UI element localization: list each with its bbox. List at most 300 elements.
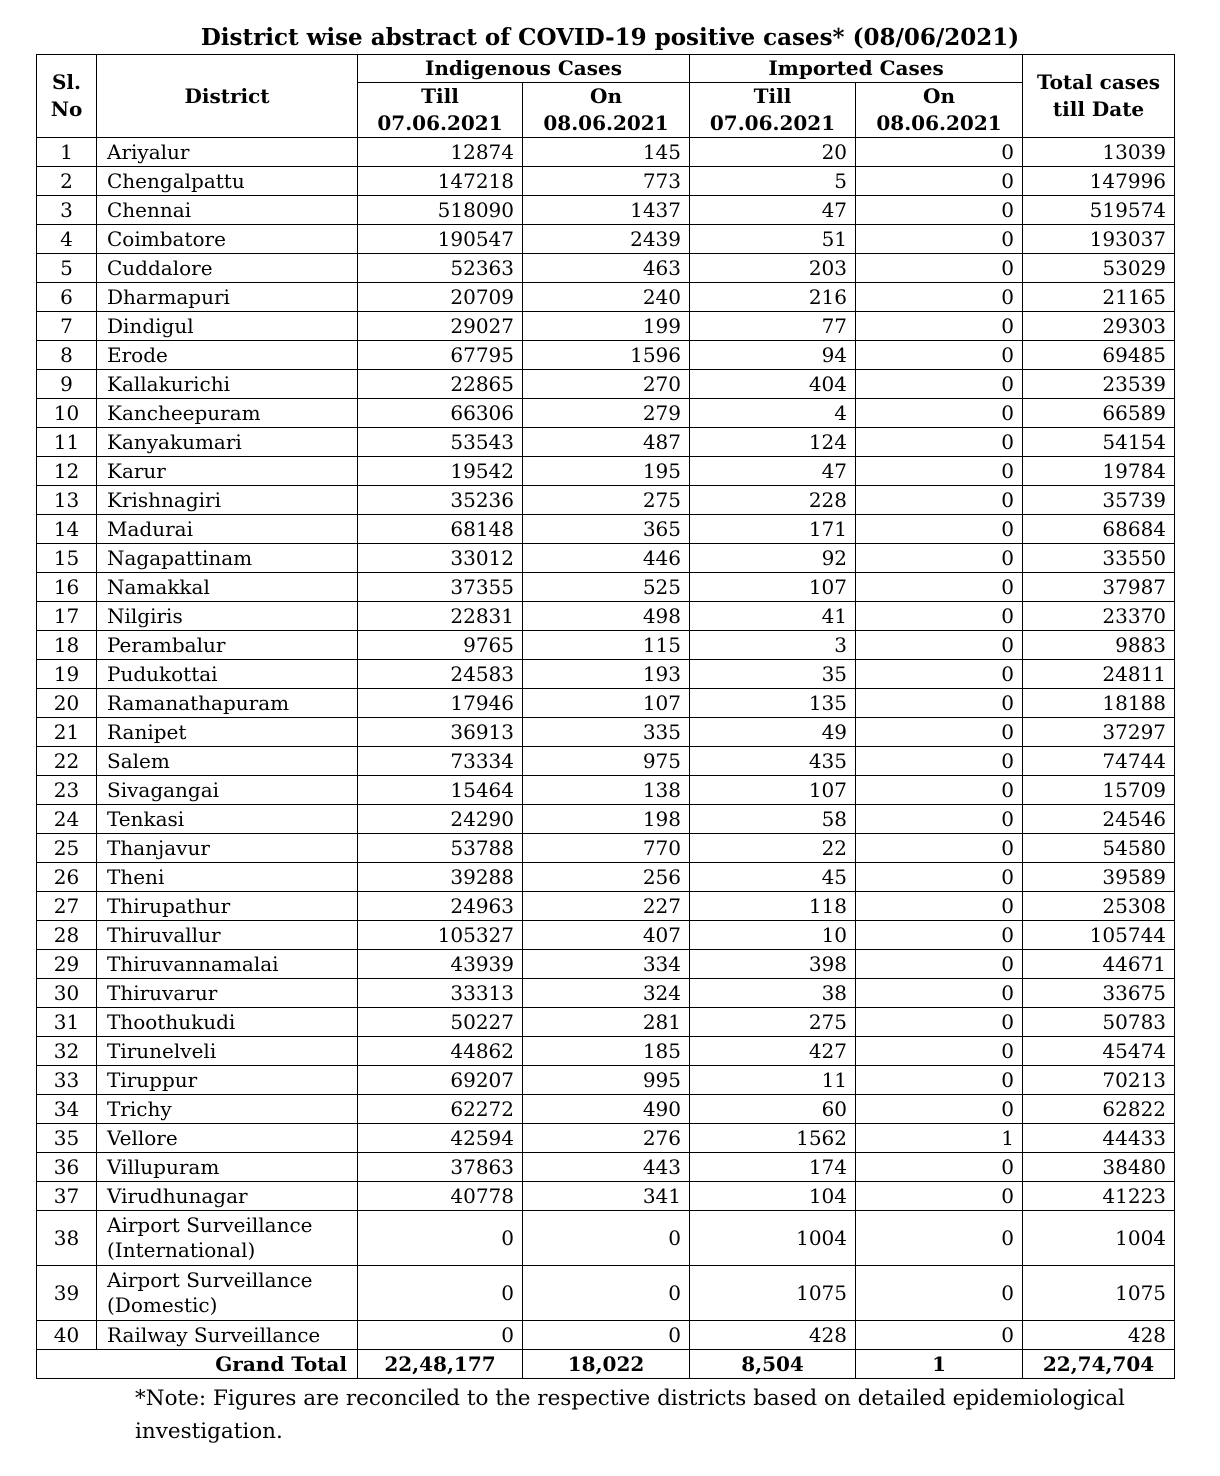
cell-total: 33550 — [1023, 544, 1175, 573]
cell-imported-on: 0 — [856, 196, 1023, 225]
table-row — [37, 1321, 1175, 1350]
cell-total: 519574 — [1023, 196, 1175, 225]
cell-district: Nagapattinam — [97, 544, 358, 573]
table-row — [37, 979, 1175, 1008]
table-row — [37, 834, 1175, 863]
cell-indigenous-till: 22865 — [358, 370, 523, 399]
cell-imported-till: 118 — [690, 892, 856, 921]
cell-indigenous-on: 0 — [523, 1266, 690, 1321]
cell-imported-till: 22 — [690, 834, 856, 863]
cell-district: Thiruvannamalai — [97, 950, 358, 979]
cell-imported-till: 404 — [690, 370, 856, 399]
cell-indigenous-till: 39288 — [358, 863, 523, 892]
cell-imported-on: 0 — [856, 399, 1023, 428]
cell-total: 69485 — [1023, 341, 1175, 370]
cell-indigenous-till: 53788 — [358, 834, 523, 863]
cell-sl-no: 19 — [37, 660, 97, 689]
cell-sl-no: 24 — [37, 805, 97, 834]
table-row — [37, 1182, 1175, 1211]
cell-indigenous-on: 240 — [523, 283, 690, 312]
cell-imported-on: 0 — [856, 863, 1023, 892]
cell-total: 41223 — [1023, 1182, 1175, 1211]
table-row — [37, 167, 1175, 196]
cell-imported-on: 0 — [856, 341, 1023, 370]
cell-indigenous-till: 20709 — [358, 283, 523, 312]
cell-indigenous-till: 37355 — [358, 573, 523, 602]
table-row — [37, 950, 1175, 979]
cell-sl-no: 28 — [37, 921, 97, 950]
cell-imported-till: 1004 — [690, 1211, 856, 1266]
table-row — [37, 573, 1175, 602]
cell-total: 24811 — [1023, 660, 1175, 689]
cell-imported-on: 0 — [856, 428, 1023, 457]
cell-imported-till: 435 — [690, 747, 856, 776]
cell-indigenous-till: 518090 — [358, 196, 523, 225]
cell-total: 66589 — [1023, 399, 1175, 428]
cell-total: 37297 — [1023, 718, 1175, 747]
table-row — [37, 399, 1175, 428]
cell-sl-no: 1 — [37, 138, 97, 167]
grand-total-imported-till: 8,504 — [690, 1350, 856, 1379]
cell-indigenous-on: 487 — [523, 428, 690, 457]
cell-district: Namakkal — [97, 573, 358, 602]
cell-imported-till: 1075 — [690, 1266, 856, 1321]
cell-total: 33675 — [1023, 979, 1175, 1008]
cell-indigenous-till: 15464 — [358, 776, 523, 805]
table-row — [37, 254, 1175, 283]
table-row — [37, 1211, 1175, 1266]
cell-indigenous-on: 0 — [523, 1321, 690, 1350]
cell-imported-on: 1 — [856, 1124, 1023, 1153]
table-row — [37, 776, 1175, 805]
cell-imported-on: 0 — [856, 1095, 1023, 1124]
cell-imported-on: 0 — [856, 718, 1023, 747]
cell-sl-no: 16 — [37, 573, 97, 602]
cell-total: 38480 — [1023, 1153, 1175, 1182]
cell-imported-till: 398 — [690, 950, 856, 979]
grand-total-indigenous-on: 18,022 — [523, 1350, 690, 1379]
cell-total: 1004 — [1023, 1211, 1175, 1266]
document-title: District wise abstract of COVID-19 positive cases* (08/06/2021) — [200, 24, 1020, 51]
cell-district: Coimbatore — [97, 225, 358, 254]
cell-sl-no: 23 — [37, 776, 97, 805]
cell-indigenous-till: 22831 — [358, 602, 523, 631]
cell-sl-no: 40 — [37, 1321, 97, 1350]
cell-district: Nilgiris — [97, 602, 358, 631]
cell-district: Kanyakumari — [97, 428, 358, 457]
cell-imported-on: 0 — [856, 486, 1023, 515]
cell-district: Dindigul — [97, 312, 358, 341]
cell-sl-no: 34 — [37, 1095, 97, 1124]
table-row — [37, 631, 1175, 660]
table-row — [37, 544, 1175, 573]
cell-indigenous-till: 33012 — [358, 544, 523, 573]
cell-district: Sivagangai — [97, 776, 358, 805]
cell-indigenous-till: 12874 — [358, 138, 523, 167]
cell-indigenous-on: 334 — [523, 950, 690, 979]
cell-total: 13039 — [1023, 138, 1175, 167]
table-row — [37, 196, 1175, 225]
cell-sl-no: 21 — [37, 718, 97, 747]
cell-imported-on: 0 — [856, 1066, 1023, 1095]
header-imported-on: On 08.06.2021 — [856, 83, 1023, 138]
cell-imported-on: 0 — [856, 805, 1023, 834]
cell-sl-no: 3 — [37, 196, 97, 225]
cell-total: 23539 — [1023, 370, 1175, 399]
cell-imported-till: 228 — [690, 486, 856, 515]
cell-district: Vellore — [97, 1124, 358, 1153]
cell-imported-on: 0 — [856, 892, 1023, 921]
footnote: *Note: Figures are reconciled to the respective districts based on detailed epidemiological investigation. — [135, 1386, 1125, 1444]
cell-total: 54580 — [1023, 834, 1175, 863]
cell-imported-on: 0 — [856, 515, 1023, 544]
cell-district: Thiruvarur — [97, 979, 358, 1008]
cell-imported-on: 0 — [856, 138, 1023, 167]
table-row — [37, 1124, 1175, 1153]
cell-indigenous-on: 138 — [523, 776, 690, 805]
cell-imported-on: 0 — [856, 167, 1023, 196]
header-imported-till: Till 07.06.2021 — [690, 83, 856, 138]
cell-imported-till: 49 — [690, 718, 856, 747]
cell-imported-till: 58 — [690, 805, 856, 834]
cell-imported-till: 203 — [690, 254, 856, 283]
cell-district: Pudukottai — [97, 660, 358, 689]
grand-total-row — [37, 1350, 1175, 1379]
cell-imported-till: 107 — [690, 573, 856, 602]
table-row — [37, 341, 1175, 370]
cell-district: Perambalur — [97, 631, 358, 660]
cell-sl-no: 15 — [37, 544, 97, 573]
cell-indigenous-on: 1437 — [523, 196, 690, 225]
cell-indigenous-till: 37863 — [358, 1153, 523, 1182]
cell-district: Erode — [97, 341, 358, 370]
cell-imported-on: 0 — [856, 370, 1023, 399]
cell-indigenous-on: 281 — [523, 1008, 690, 1037]
cell-district: Airport Surveillance (Domestic) — [97, 1266, 358, 1321]
cell-indigenous-till: 73334 — [358, 747, 523, 776]
cell-indigenous-till: 40778 — [358, 1182, 523, 1211]
cell-district: Ariyalur — [97, 138, 358, 167]
cell-indigenous-on: 185 — [523, 1037, 690, 1066]
cell-district: Chengalpattu — [97, 167, 358, 196]
cell-sl-no: 13 — [37, 486, 97, 515]
cell-total: 193037 — [1023, 225, 1175, 254]
cell-indigenous-on: 407 — [523, 921, 690, 950]
cell-imported-on: 0 — [856, 979, 1023, 1008]
cell-imported-on: 0 — [856, 1037, 1023, 1066]
cell-indigenous-on: 270 — [523, 370, 690, 399]
cell-imported-on: 0 — [856, 573, 1023, 602]
header-total-cases: Total cases till Date — [1023, 55, 1175, 138]
cell-imported-on: 0 — [856, 747, 1023, 776]
cell-sl-no: 33 — [37, 1066, 97, 1095]
cell-indigenous-on: 463 — [523, 254, 690, 283]
grand-total-cases: 22,74,704 — [1023, 1350, 1175, 1379]
cell-sl-no: 31 — [37, 1008, 97, 1037]
cell-imported-till: 428 — [690, 1321, 856, 1350]
cell-indigenous-on: 443 — [523, 1153, 690, 1182]
cell-indigenous-on: 341 — [523, 1182, 690, 1211]
cell-indigenous-on: 773 — [523, 167, 690, 196]
table-row — [37, 892, 1175, 921]
cell-imported-till: 174 — [690, 1153, 856, 1182]
cell-imported-on: 0 — [856, 254, 1023, 283]
cell-indigenous-on: 107 — [523, 689, 690, 718]
cell-sl-no: 8 — [37, 341, 97, 370]
table-row — [37, 457, 1175, 486]
cell-imported-till: 124 — [690, 428, 856, 457]
cell-indigenous-on: 193 — [523, 660, 690, 689]
cell-imported-till: 94 — [690, 341, 856, 370]
cell-indigenous-on: 198 — [523, 805, 690, 834]
cell-district: Thirupathur — [97, 892, 358, 921]
cell-indigenous-on: 145 — [523, 138, 690, 167]
table-row — [37, 689, 1175, 718]
cell-imported-till: 107 — [690, 776, 856, 805]
cell-indigenous-till: 147218 — [358, 167, 523, 196]
cell-sl-no: 6 — [37, 283, 97, 312]
table-row — [37, 312, 1175, 341]
cell-indigenous-till: 42594 — [358, 1124, 523, 1153]
cell-indigenous-on: 275 — [523, 486, 690, 515]
cell-total: 44671 — [1023, 950, 1175, 979]
cell-total: 9883 — [1023, 631, 1175, 660]
cell-imported-till: 51 — [690, 225, 856, 254]
cell-indigenous-till: 0 — [358, 1211, 523, 1266]
cell-indigenous-on: 0 — [523, 1211, 690, 1266]
cell-sl-no: 9 — [37, 370, 97, 399]
cell-indigenous-till: 67795 — [358, 341, 523, 370]
cell-total: 23370 — [1023, 602, 1175, 631]
cell-imported-till: 4 — [690, 399, 856, 428]
cell-total: 147996 — [1023, 167, 1175, 196]
cell-indigenous-on: 995 — [523, 1066, 690, 1095]
grand-total-label: Grand Total — [37, 1350, 358, 1379]
cell-imported-till: 275 — [690, 1008, 856, 1037]
cell-imported-till: 47 — [690, 196, 856, 225]
grand-total-imported-on: 1 — [856, 1350, 1023, 1379]
cell-indigenous-on: 498 — [523, 602, 690, 631]
cell-imported-till: 216 — [690, 283, 856, 312]
cell-sl-no: 35 — [37, 1124, 97, 1153]
cell-imported-on: 0 — [856, 1153, 1023, 1182]
cell-indigenous-till: 62272 — [358, 1095, 523, 1124]
cell-district: Tirunelveli — [97, 1037, 358, 1066]
cell-total: 25308 — [1023, 892, 1175, 921]
cell-indigenous-on: 975 — [523, 747, 690, 776]
cell-total: 44433 — [1023, 1124, 1175, 1153]
cell-imported-till: 92 — [690, 544, 856, 573]
cell-district: Dharmapuri — [97, 283, 358, 312]
cell-district: Thoothukudi — [97, 1008, 358, 1037]
cell-indigenous-till: 68148 — [358, 515, 523, 544]
table-row — [37, 486, 1175, 515]
cell-sl-no: 18 — [37, 631, 97, 660]
cell-district: Trichy — [97, 1095, 358, 1124]
cell-imported-on: 0 — [856, 457, 1023, 486]
cell-total: 45474 — [1023, 1037, 1175, 1066]
cell-indigenous-till: 9765 — [358, 631, 523, 660]
cell-total: 68684 — [1023, 515, 1175, 544]
cell-imported-till: 104 — [690, 1182, 856, 1211]
cell-total: 74744 — [1023, 747, 1175, 776]
cell-indigenous-on: 115 — [523, 631, 690, 660]
table-row — [37, 921, 1175, 950]
table-row — [37, 283, 1175, 312]
cell-district: Virudhunagar — [97, 1182, 358, 1211]
cell-district: Ranipet — [97, 718, 358, 747]
cell-indigenous-till: 0 — [358, 1321, 523, 1350]
header-imported-cases: Imported Cases — [690, 55, 1023, 83]
header-district: District — [97, 55, 358, 138]
cell-sl-no: 2 — [37, 167, 97, 196]
cell-total: 105744 — [1023, 921, 1175, 950]
table-header — [37, 55, 1175, 138]
cell-total: 21165 — [1023, 283, 1175, 312]
cell-imported-till: 427 — [690, 1037, 856, 1066]
cell-district: Karur — [97, 457, 358, 486]
table-body — [37, 138, 1175, 1350]
cell-indigenous-on: 324 — [523, 979, 690, 1008]
cell-district: Airport Surveillance (International) — [97, 1211, 358, 1266]
cell-sl-no: 11 — [37, 428, 97, 457]
table-row — [37, 1153, 1175, 1182]
cell-district: Kallakurichi — [97, 370, 358, 399]
cell-imported-till: 10 — [690, 921, 856, 950]
cell-imported-till: 20 — [690, 138, 856, 167]
cell-imported-on: 0 — [856, 921, 1023, 950]
cell-indigenous-till: 0 — [358, 1266, 523, 1321]
table-row — [37, 602, 1175, 631]
cell-sl-no: 36 — [37, 1153, 97, 1182]
cell-indigenous-till: 35236 — [358, 486, 523, 515]
cell-indigenous-till: 53543 — [358, 428, 523, 457]
cell-district: Tiruppur — [97, 1066, 358, 1095]
cell-indigenous-on: 1596 — [523, 341, 690, 370]
cell-imported-till: 135 — [690, 689, 856, 718]
cell-indigenous-till: 29027 — [358, 312, 523, 341]
cell-total: 70213 — [1023, 1066, 1175, 1095]
table-row — [37, 1008, 1175, 1037]
cell-imported-till: 3 — [690, 631, 856, 660]
cell-total: 24546 — [1023, 805, 1175, 834]
cell-indigenous-on: 199 — [523, 312, 690, 341]
cell-imported-on: 0 — [856, 1211, 1023, 1266]
header-indigenous-till: Till 07.06.2021 — [358, 83, 523, 138]
cell-total: 54154 — [1023, 428, 1175, 457]
cell-sl-no: 5 — [37, 254, 97, 283]
cell-total: 37987 — [1023, 573, 1175, 602]
cell-district: Tenkasi — [97, 805, 358, 834]
cell-imported-on: 0 — [856, 660, 1023, 689]
grand-total-indigenous-till: 22,48,177 — [358, 1350, 523, 1379]
table-row — [37, 660, 1175, 689]
cell-indigenous-on: 256 — [523, 863, 690, 892]
cell-imported-on: 0 — [856, 602, 1023, 631]
header-indigenous-cases: Indigenous Cases — [358, 55, 690, 83]
cell-total: 1075 — [1023, 1266, 1175, 1321]
cell-imported-on: 0 — [856, 1182, 1023, 1211]
cell-indigenous-on: 279 — [523, 399, 690, 428]
cell-imported-on: 0 — [856, 834, 1023, 863]
cell-imported-on: 0 — [856, 1266, 1023, 1321]
cell-total: 35739 — [1023, 486, 1175, 515]
cell-indigenous-on: 2439 — [523, 225, 690, 254]
cell-sl-no: 22 — [37, 747, 97, 776]
table-row — [37, 428, 1175, 457]
cell-district: Thanjavur — [97, 834, 358, 863]
cell-imported-till: 5 — [690, 167, 856, 196]
cell-district: Ramanathapuram — [97, 689, 358, 718]
cell-district: Kancheepuram — [97, 399, 358, 428]
cell-indigenous-on: 227 — [523, 892, 690, 921]
table-row — [37, 138, 1175, 167]
table-row — [37, 863, 1175, 892]
cell-indigenous-till: 190547 — [358, 225, 523, 254]
header-indigenous-on: On 08.06.2021 — [523, 83, 690, 138]
cell-sl-no: 25 — [37, 834, 97, 863]
cell-indigenous-till: 24963 — [358, 892, 523, 921]
cell-district: Chennai — [97, 196, 358, 225]
cell-sl-no: 17 — [37, 602, 97, 631]
cell-indigenous-till: 36913 — [358, 718, 523, 747]
cell-indigenous-on: 365 — [523, 515, 690, 544]
cell-indigenous-till: 52363 — [358, 254, 523, 283]
cell-indigenous-till: 50227 — [358, 1008, 523, 1037]
table-row — [37, 718, 1175, 747]
cell-imported-till: 11 — [690, 1066, 856, 1095]
table-row — [37, 515, 1175, 544]
cell-indigenous-till: 105327 — [358, 921, 523, 950]
table-row — [37, 747, 1175, 776]
cell-sl-no: 26 — [37, 863, 97, 892]
cell-imported-on: 0 — [856, 631, 1023, 660]
cell-imported-on: 0 — [856, 1321, 1023, 1350]
cell-indigenous-till: 66306 — [358, 399, 523, 428]
cell-total: 62822 — [1023, 1095, 1175, 1124]
cell-indigenous-on: 525 — [523, 573, 690, 602]
cell-district: Salem — [97, 747, 358, 776]
cell-imported-on: 0 — [856, 312, 1023, 341]
cell-indigenous-till: 17946 — [358, 689, 523, 718]
cell-indigenous-till: 24290 — [358, 805, 523, 834]
cell-sl-no: 27 — [37, 892, 97, 921]
cell-sl-no: 37 — [37, 1182, 97, 1211]
cell-imported-till: 60 — [690, 1095, 856, 1124]
cell-imported-till: 1562 — [690, 1124, 856, 1153]
cell-imported-on: 0 — [856, 1008, 1023, 1037]
header-sl-no: Sl. No — [37, 55, 97, 138]
cell-district: Theni — [97, 863, 358, 892]
cell-imported-till: 35 — [690, 660, 856, 689]
cell-district: Cuddalore — [97, 254, 358, 283]
cell-district: Krishnagiri — [97, 486, 358, 515]
cell-imported-till: 38 — [690, 979, 856, 1008]
cell-sl-no: 30 — [37, 979, 97, 1008]
cell-indigenous-till: 43939 — [358, 950, 523, 979]
cell-sl-no: 20 — [37, 689, 97, 718]
cell-district: Thiruvallur — [97, 921, 358, 950]
cell-indigenous-on: 490 — [523, 1095, 690, 1124]
cell-indigenous-till: 33313 — [358, 979, 523, 1008]
cell-total: 50783 — [1023, 1008, 1175, 1037]
cell-imported-on: 0 — [856, 950, 1023, 979]
cell-sl-no: 12 — [37, 457, 97, 486]
cell-imported-till: 47 — [690, 457, 856, 486]
cell-imported-till: 171 — [690, 515, 856, 544]
cell-sl-no: 4 — [37, 225, 97, 254]
cell-indigenous-till: 24583 — [358, 660, 523, 689]
